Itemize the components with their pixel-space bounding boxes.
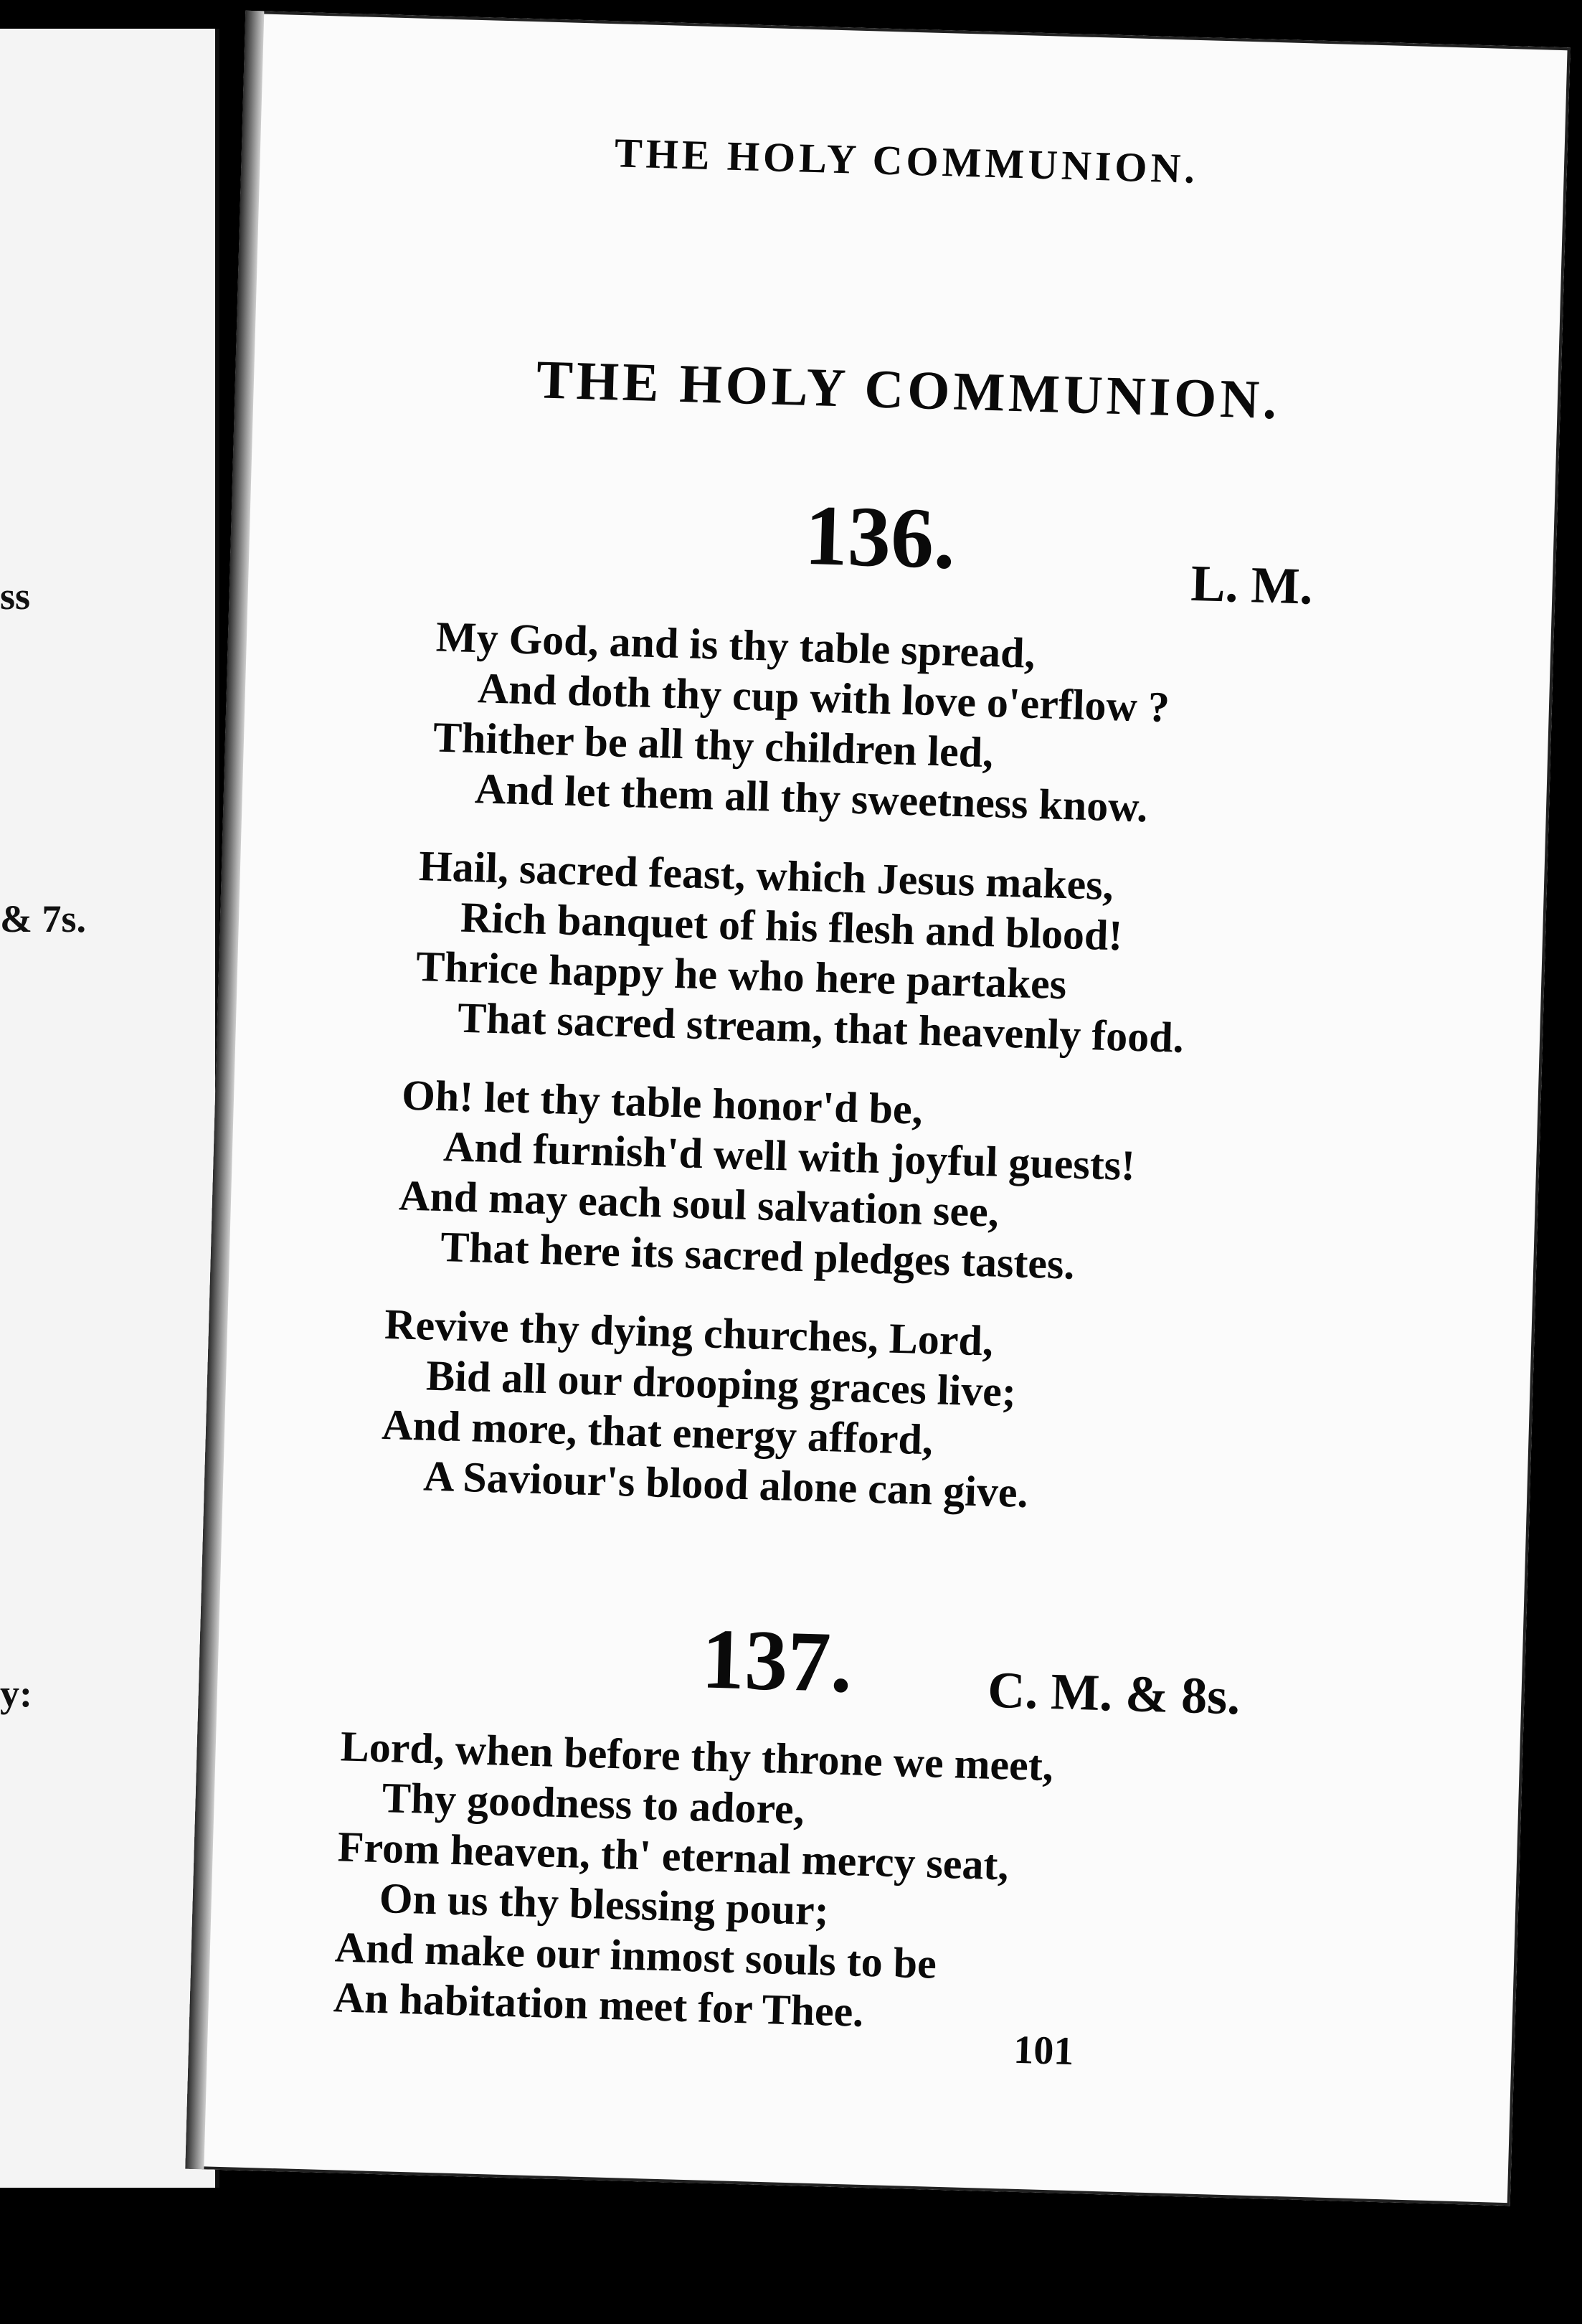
verse-line: And may each soul salvation see,: [398, 1171, 1000, 1236]
left-fragment: ss: [0, 575, 31, 618]
left-page-edge: [0, 29, 219, 2188]
hymn-meter: L. M.: [1190, 554, 1314, 615]
verse-line: From heaven, th' eternal mercy seat,: [337, 1823, 1010, 1889]
left-fragment: & 7s.: [0, 897, 86, 940]
verse-line: Bid all our drooping graces live;: [425, 1351, 1017, 1416]
hymn-meter: C. M. & 8s.: [987, 1661, 1241, 1726]
verse-line: And let them all thy sweetness know.: [474, 765, 1149, 831]
page-number: 101: [1013, 2027, 1075, 2074]
stanza: [431, 612, 1171, 833]
verse-line: And make our inmost souls to be: [334, 1923, 937, 1988]
stanza: [414, 841, 1188, 1063]
verse-line: On us thy blessing pour;: [379, 1874, 830, 1935]
verse-line: And doth thy cup with love o'erflow ?: [477, 664, 1170, 732]
stanza: [379, 1299, 1033, 1518]
hymn-number: 136.: [803, 486, 957, 587]
verse-line: And furnish'd well with joyful guests!: [442, 1123, 1136, 1190]
verse-line: Rich banquet of his flesh and blood!: [460, 893, 1124, 960]
stanza: [333, 1721, 1054, 2042]
verse-line: Revive thy dying churches, Lord,: [384, 1300, 994, 1365]
verse-line: A Saviour's blood alone can give.: [422, 1452, 1029, 1517]
hymnal-page: [185, 11, 1570, 2206]
verse-line: My God, and is thy table spread,: [435, 613, 1036, 677]
verse-line: That here its sacred pledges tastes.: [440, 1223, 1076, 1288]
section-title: THE HOLY COMMUNION.: [536, 349, 1282, 431]
hymn-number: 137.: [700, 1610, 854, 1711]
running-head: THE HOLY COMMUNION.: [614, 129, 1199, 192]
verse-line: An habitation meet for Thee.: [333, 1973, 865, 2036]
verse-line: And more, that energy afford,: [381, 1400, 934, 1464]
verse-line: That sacred stream, that heavenly food.: [457, 993, 1185, 1062]
verse-line: Lord, when before thy throne we meet,: [339, 1722, 1054, 1790]
verse-line: Thy goodness to adore,: [381, 1774, 805, 1833]
verse-line: Oh! let thy table honor'd be,: [401, 1071, 924, 1133]
verse-line: Thrice happy he who here partakes: [415, 942, 1068, 1009]
left-fragment: y:: [0, 1672, 32, 1715]
verse-line: Thither be all thy children led,: [432, 713, 995, 777]
verse-line: Hail, sacred feast, which Jesus makes,: [418, 842, 1114, 910]
stanza: [397, 1069, 1137, 1291]
